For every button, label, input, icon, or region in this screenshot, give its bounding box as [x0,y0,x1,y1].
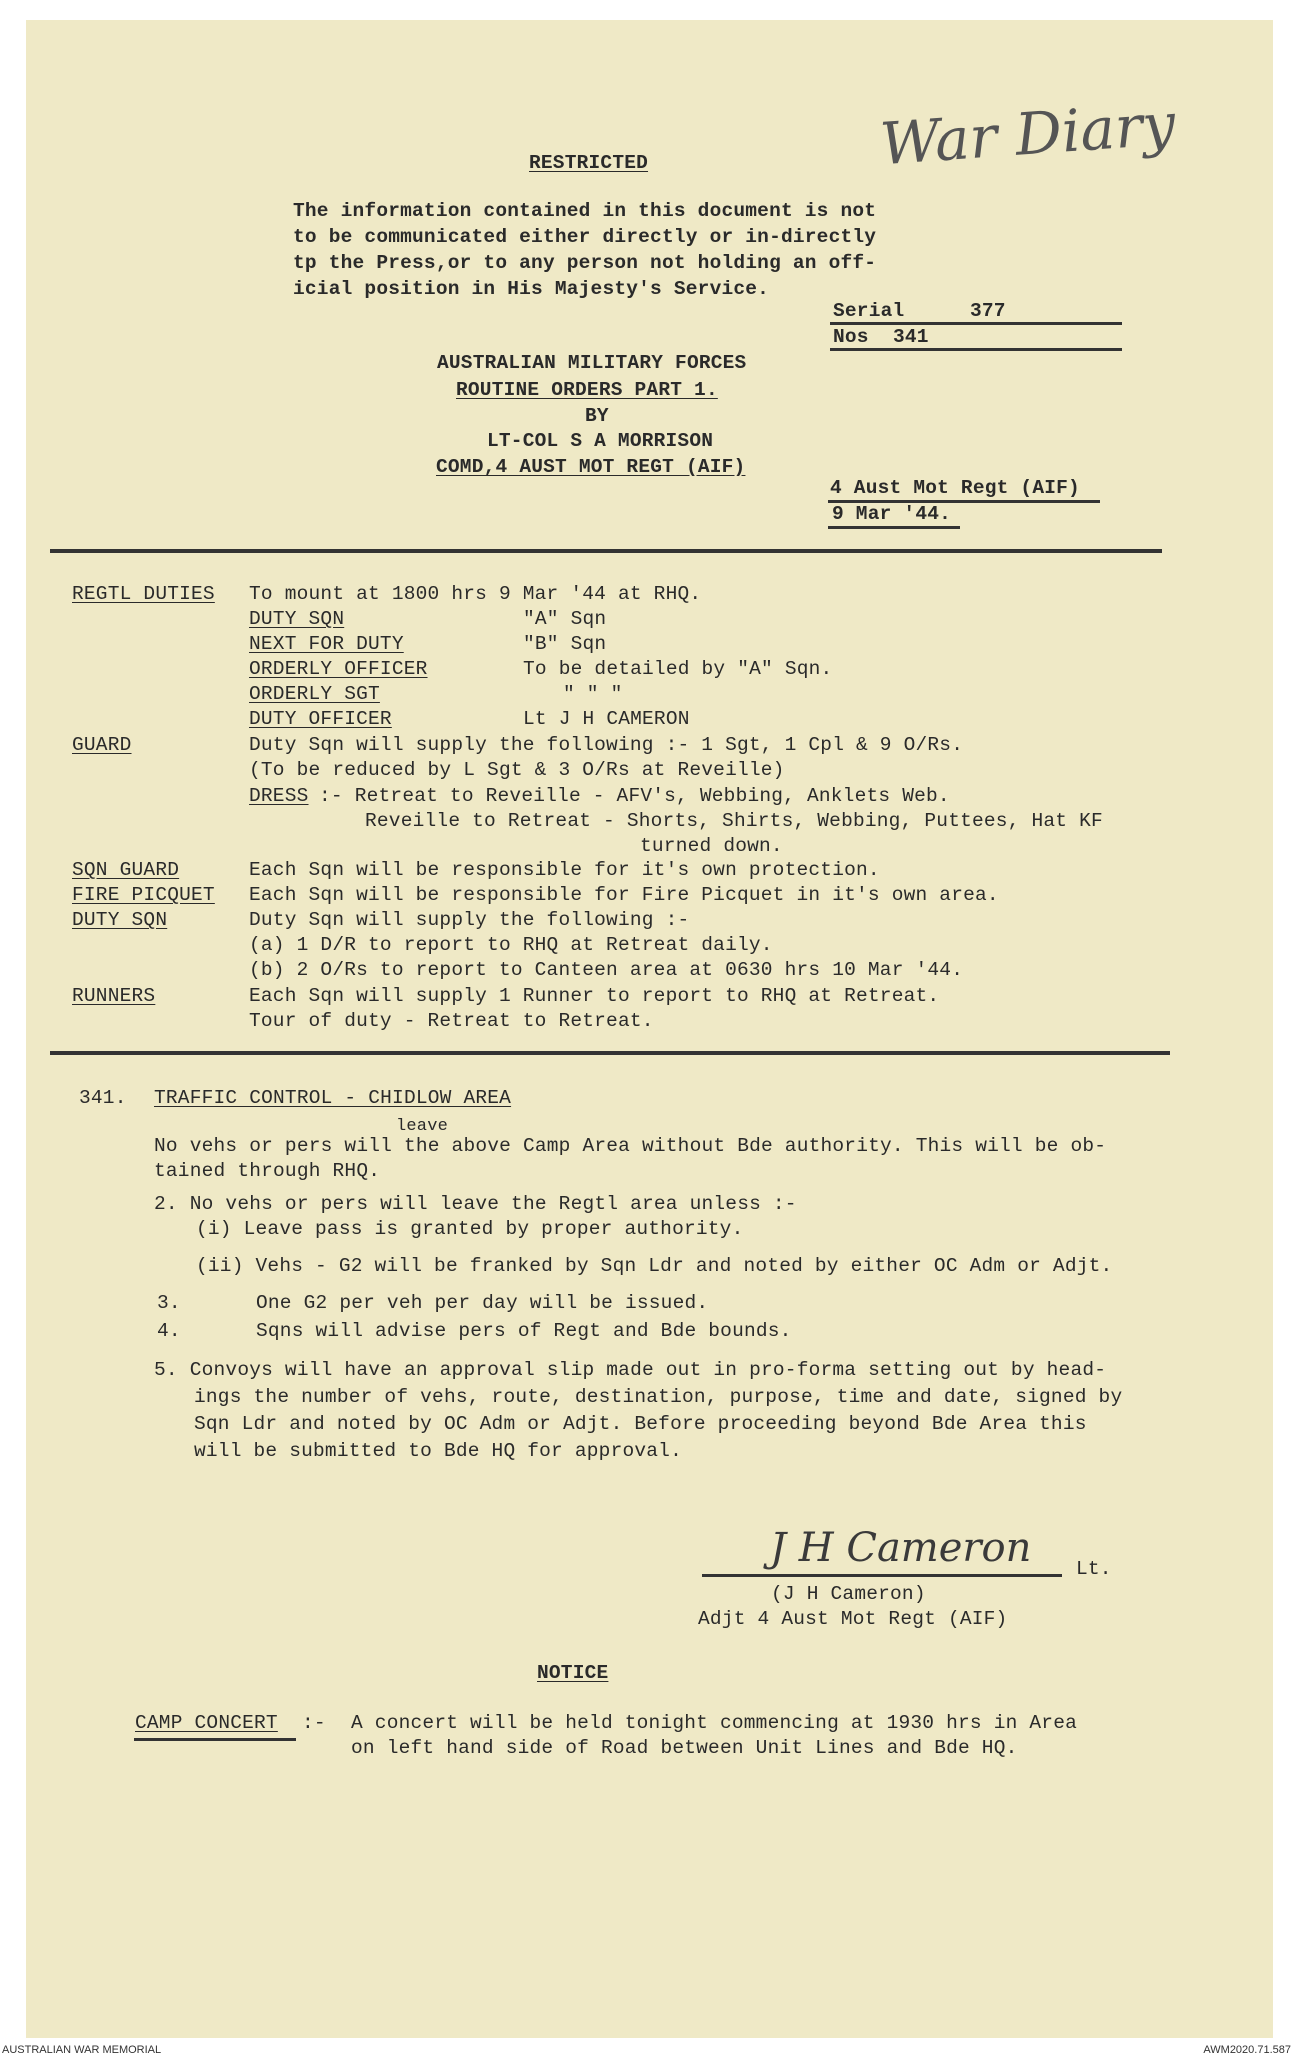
duty-label-3: ORDERLY OFFICER [249,658,428,680]
duty-value-4: " " " [563,683,623,705]
signature-scrawl: J H Cameron [770,1525,1032,1571]
heading-line-3: BY [585,405,609,427]
notice-line-1: A concert will be held tonight commencing at 1930 hrs in Area [351,1712,1078,1734]
traffic-title: TRAFFIC CONTROL - CHIDLOW AREA [154,1087,512,1109]
dress-label: DRESS [249,785,309,807]
dress-line-1: :- Retreat to Reveille - AFV's, Webbing, Anklets Web. [319,785,950,807]
dress-line-2: Reveille to Retreat - Shorts, Shirts, Webbing, Puttees, Hat KF [365,810,1103,832]
traffic-p2-i: (i) Leave pass is granted by proper authority. [196,1218,744,1240]
traffic-p5-line-3: Sqn Ldr and noted by OC Adm or Adjt. Before proceeding beyond Bde Area this [194,1413,1087,1435]
section-rule-1 [50,549,1162,553]
traffic-p5-line-1: 5. Convoys will have an approval slip made out in pro-forma setting out by head- [154,1359,1107,1381]
guard-line-1: Duty Sqn will supply the following :- 1 Sgt, 1 Cpl & 9 O/Rs. [249,734,964,756]
notice-line-2: on left hand side of Road between Unit Lines and Bde HQ. [351,1737,1018,1759]
runners-label: RUNNERS [72,985,156,1007]
camp-concert-label: CAMP CONCERT [135,1712,278,1734]
duty-value-2: "B" Sqn [523,633,607,655]
regtl-duties-label: REGTL DUTIES [72,583,215,605]
signature-name: (J H Cameron) [771,1583,926,1605]
restricted-line-3: tp the Press,or to any person not holding an off- [293,252,877,274]
restricted-line-1: The information contained in this document is not [293,200,877,222]
nos-value: 341 [893,326,929,348]
restricted-title: RESTRICTED [529,152,649,174]
duty-sqn-label: DUTY SQN [72,909,168,931]
duty-value-3: To be detailed by "A" Sqn. [523,658,833,680]
order-date: 9 Mar '44. [832,503,952,525]
duty-label-4: ORDERLY SGT [249,683,380,705]
restricted-line-4: icial position in His Majesty's Service. [293,278,770,300]
traffic-p2: 2. No vehs or pers will leave the Regtl area unless :- [154,1193,797,1215]
heading-line-5: COMD,4 AUST MOT REGT (AIF) [436,456,746,478]
serial-value: 377 [970,300,1006,322]
section-rule-2 [50,1051,1170,1055]
notice-title: NOTICE [537,1662,609,1684]
camp-concert-underline [134,1738,296,1741]
signature-title: Adjt 4 Aust Mot Regt (AIF) [698,1608,1008,1630]
date-underline [828,526,960,529]
duty-label-2: NEXT FOR DUTY [249,633,404,655]
duty-label-1: DUTY SQN [249,608,345,630]
unit-name: 4 Aust Mot Regt (AIF) [830,477,1080,499]
traffic-insert-word: leave [396,1117,449,1136]
fire-picquet-label: FIRE PICQUET [72,884,215,906]
guard-label: GUARD [72,734,132,756]
duty-sqn-a: (a) 1 D/R to report to RHQ at Retreat daily. [249,934,773,956]
traffic-p5-line-4: will be submitted to Bde HQ for approval. [194,1440,682,1462]
dress-line-3: turned down. [640,835,783,857]
traffic-p5-line-2: ings the number of vehs, route, destination, purpose, time and date, signed by [194,1386,1123,1408]
duty-label-5: DUTY OFFICER [249,708,392,730]
footer-left: AUSTRALIAN WAR MEMORIAL [2,2044,162,2056]
traffic-p4: Sqns will advise pers of Regt and Bde bounds. [256,1320,792,1342]
heading-line-1: AUSTRALIAN MILITARY FORCES [437,352,747,374]
guard-line-2: (To be reduced by L Sgt & 3 O/Rs at Reveille) [249,759,785,781]
traffic-p3: One G2 per veh per day will be issued. [256,1292,709,1314]
duty-value-5: Lt J H CAMERON [523,708,690,730]
duty-sqn-text: Duty Sqn will supply the following :- [249,909,690,931]
duty-sqn-b: (b) 2 O/Rs to report to Canteen area at 0630 hrs 10 Mar '44. [249,959,964,981]
traffic-p2-ii: (ii) Vehs - G2 will be franked by Sqn Ldr and noted by either OC Adm or Adjt. [196,1255,1113,1277]
traffic-p4-num: 4. [157,1320,181,1342]
traffic-p3-num: 3. [157,1292,181,1314]
duty-value-1: "A" Sqn [523,608,607,630]
runners-line-1: Each Sqn will supply 1 Runner to report to RHQ at Retreat. [249,985,940,1007]
mount-line: To mount at 1800 hrs 9 Mar '44 at RHQ. [249,583,702,605]
traffic-p1-line-1: No vehs or pers will the above Camp Area without Bde authority. This will be ob- [154,1135,1107,1157]
footer-right: AWM2020.71.587 [1203,2044,1291,2056]
runners-line-2: Tour of duty - Retreat to Retreat. [249,1010,654,1032]
handwritten-war-diary: War Diary [877,89,1178,179]
notice-separator: :- [302,1712,326,1734]
serial-label: Serial [833,300,905,322]
traffic-p1-line-2: tained through RHQ. [154,1160,381,1182]
nos-underline [830,348,1122,351]
heading-line-2: ROUTINE ORDERS PART 1. [456,379,718,401]
signature-line [702,1574,1062,1577]
serial-underline [830,322,1122,325]
order-number: 341. [79,1087,127,1109]
fire-picquet-text: Each Sqn will be responsible for Fire Picquet in it's own area. [249,884,999,906]
nos-label: Nos [833,326,869,348]
sqn-guard-text: Each Sqn will be responsible for it's own protection. [249,859,880,881]
restricted-line-2: to be communicated either directly or in-directly [293,226,877,248]
heading-line-4: LT-COL S A MORRISON [487,430,714,452]
sqn-guard-label: SQN GUARD [72,859,180,881]
signature-rank: Lt. [1076,1558,1112,1580]
